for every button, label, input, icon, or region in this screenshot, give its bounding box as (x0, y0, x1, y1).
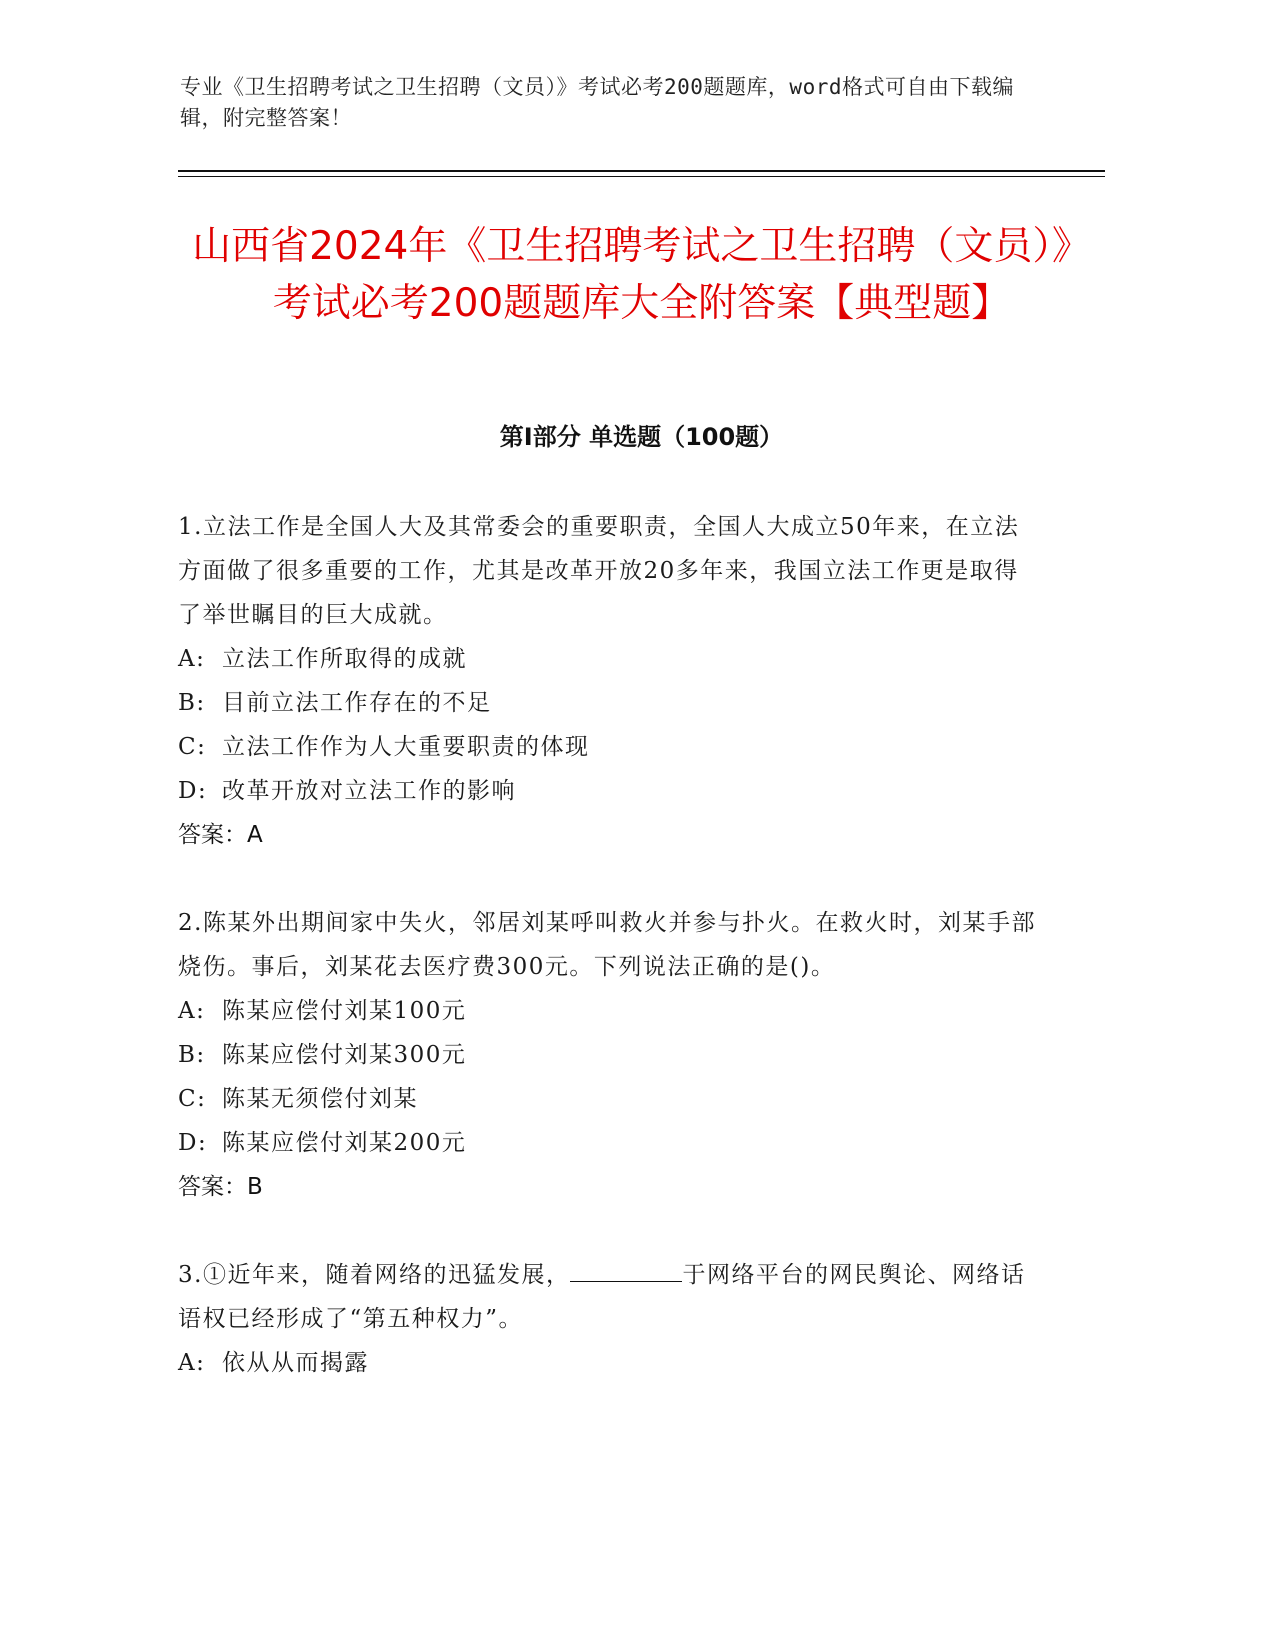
question-list (178, 505, 1038, 1429)
question-3-option-a (178, 1341, 1038, 1385)
question-3-text-end: 于网络平台的网民舆论、网络话语权已经形成了“第五种权力”。 (178, 1262, 1026, 1332)
question-1-text: 1.立法工作是全国人大及其常委会的重要职责，全国人大成立50年来，在立法方面做了很多重要的工作，尤其是改革开放20多年来，我国立法工作更是取得了举世瞩目的巨大成就。 (178, 514, 1020, 628)
question-3-text-start: 3.①近年来，随着网络的迅猛发展， (178, 1262, 571, 1288)
header-note: 专业《卫生招聘考试之卫生招聘（文员）》考试必考200题题库，word格式可自由下载编辑，附完整答案！ (180, 75, 1014, 130)
option-letter: A: (178, 646, 206, 672)
option-letter: D: (178, 778, 208, 804)
option-letter: A: (178, 998, 206, 1024)
option-letter: C: (178, 1086, 207, 1112)
question-3-text (178, 1253, 1038, 1341)
option-letter: B: (178, 690, 206, 716)
question-1 (178, 505, 1038, 857)
question-2-option-c (178, 1077, 1038, 1121)
question-2-option-a (178, 989, 1038, 1033)
option-text: 目前立法工作存在的不足 (222, 690, 492, 716)
question-1-option-b (178, 681, 1038, 725)
header-divider-thick (178, 170, 1105, 172)
question-2-answer: 答案：B (178, 1174, 263, 1200)
question-2 (178, 901, 1038, 1209)
header-divider-thin (178, 176, 1105, 177)
document-title: 山西省2024年《卫生招聘考试之卫生招聘（文员）》考试必考200题题库大全附答案【典型题】 (192, 224, 1091, 326)
question-1-option-d (178, 769, 1038, 813)
option-text: 陈某应偿付刘某300元 (222, 1042, 467, 1068)
section-heading: 第I部分 单选题（100题） (499, 423, 784, 451)
option-letter: C: (178, 734, 207, 760)
option-text: 改革开放对立法工作的影响 (222, 778, 516, 804)
question-1-option-c (178, 725, 1038, 769)
option-letter: D: (178, 1130, 208, 1156)
question-1-option-a (178, 637, 1038, 681)
question-2-option-b (178, 1033, 1038, 1077)
option-letter: A: (178, 1350, 206, 1376)
option-text: 陈某应偿付刘某100元 (222, 998, 467, 1024)
option-text: 陈某无须偿付刘某 (222, 1086, 418, 1112)
question-1-answer: 答案：A (178, 822, 263, 848)
option-text: 立法工作所取得的成就 (222, 646, 467, 672)
question-2-text: 2.陈某外出期间家中失火，邻居刘某呼叫救火并参与扑火。在救火时，刘某手部烧伤。事后，刘某花去医疗费300元。下列说法正确的是()。 (178, 910, 1036, 980)
option-text: 依从从而揭露 (222, 1350, 369, 1376)
fill-in-blank (570, 1259, 682, 1282)
question-3 (178, 1253, 1038, 1385)
option-text: 立法工作作为人大重要职责的体现 (222, 734, 590, 760)
option-text: 陈某应偿付刘某200元 (222, 1130, 467, 1156)
option-letter: B: (178, 1042, 206, 1068)
question-2-option-d (178, 1121, 1038, 1165)
